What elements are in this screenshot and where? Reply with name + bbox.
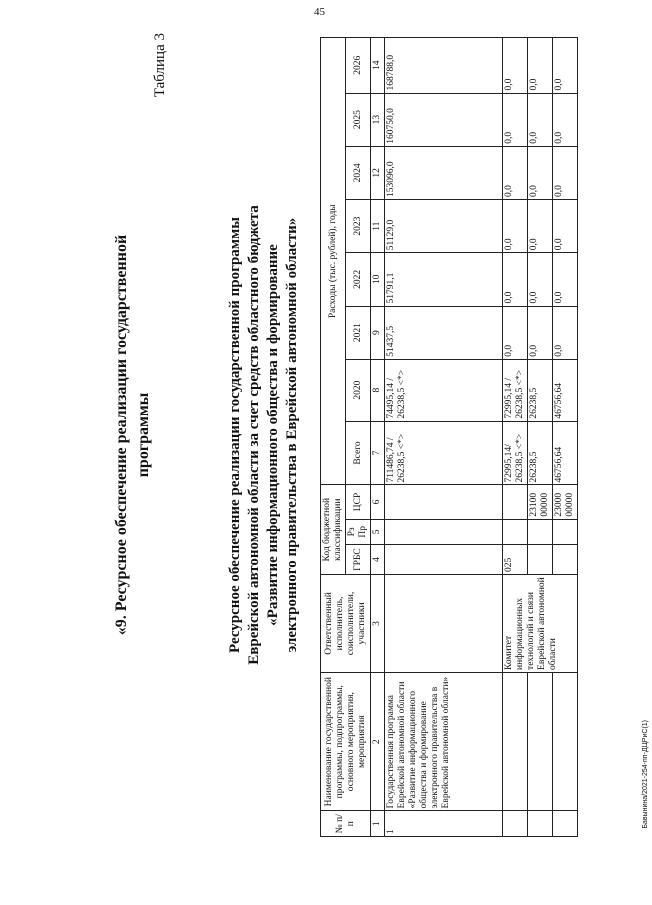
row-grbs	[528, 545, 553, 575]
row-value: 0,0	[503, 253, 528, 306]
row-total: 46756,64	[553, 421, 578, 485]
row-value: 0,0	[528, 253, 553, 306]
row-value: 0,0	[503, 146, 528, 199]
row-executor	[385, 574, 503, 672]
rotated-page-content	[52, 25, 652, 845]
row-executor: Комитет информационных технологий и связи Еврейской автономной области	[503, 574, 578, 672]
row-rzpr	[385, 519, 503, 545]
row-csr	[385, 485, 503, 519]
row-csr	[503, 485, 528, 519]
column-number-row	[371, 38, 385, 837]
col-number: 3	[371, 574, 385, 672]
header-budget-code: Код бюджетной классификации	[321, 485, 346, 574]
header-total: Всего	[346, 421, 371, 485]
row-value: 0,0	[553, 93, 578, 146]
row-value: 0,0	[553, 200, 578, 253]
col-number: 7	[371, 421, 385, 485]
table-title-line4: электронного правительства в Еврейской автономной области»	[284, 217, 300, 653]
header-row-1	[321, 38, 346, 837]
row-rzpr	[553, 519, 578, 545]
row-value: 72995,14 / 26238,5 <*>	[503, 359, 528, 421]
row-grbs	[385, 545, 503, 575]
header-year: 2021	[346, 306, 371, 359]
row-value: 0,0	[528, 306, 553, 359]
header-year: 2026	[346, 38, 371, 94]
col-number: 14	[371, 38, 385, 94]
header-expenses: Расходы (тыс. рублей), годы	[321, 38, 346, 485]
row-value: 0,0	[553, 146, 578, 199]
header-csr: ЦСР	[346, 485, 371, 519]
row-name	[528, 672, 553, 810]
col-number: 4	[371, 545, 385, 575]
header-year: 2020	[346, 359, 371, 421]
row-value: 0,0	[503, 200, 528, 253]
row-grbs: 025	[503, 545, 528, 575]
table-row	[553, 38, 578, 837]
header-grbs: ГРБС	[346, 545, 371, 575]
row-num	[553, 811, 578, 837]
col-number: 10	[371, 253, 385, 306]
row-value: 51437,5	[385, 306, 503, 359]
row-csr: 23100 00000	[528, 485, 553, 519]
row-value: 168788,0	[385, 38, 503, 94]
col-number: 11	[371, 200, 385, 253]
table-title-line3: «Развитие информационного общества и формирование	[265, 244, 281, 626]
section-title-line2: программы	[135, 392, 152, 478]
row-value: 0,0	[528, 200, 553, 253]
table-title-line2: Еврейской автономной области за счет средств областного бюджета	[246, 205, 262, 665]
col-number: 8	[371, 359, 385, 421]
row-value: 0,0	[528, 146, 553, 199]
row-name: Государственная программа Еврейской автономной области «Развитие информационного общества и формирование электронного правительства в Еврейской автономной области»	[385, 672, 503, 810]
footer-document-code: Бавынина/2021-254-пп-ДЦРиС(1)	[642, 720, 649, 829]
row-value: 51791,1	[385, 253, 503, 306]
row-value: 0,0	[553, 306, 578, 359]
row-value: 0,0	[553, 38, 578, 94]
row-value: 51129,0	[385, 200, 503, 253]
header-rzpr: Рз Пр	[346, 519, 371, 545]
col-number: 13	[371, 93, 385, 146]
row-value: 46756,64	[553, 359, 578, 421]
row-total: 72995,14/ 26238,5 <*>	[503, 421, 528, 485]
table-label: Таблица 3	[152, 33, 168, 98]
resource-table	[320, 37, 578, 837]
row-value: 153096,0	[385, 146, 503, 199]
col-number: 9	[371, 306, 385, 359]
row-rzpr	[503, 519, 528, 545]
header-num: № п/п	[321, 811, 371, 837]
row-num: 1	[385, 811, 503, 837]
header-name: Наименование государственной программы, подпрограммы, основного мероприятия, мероприятия	[321, 672, 371, 810]
section-title-line1: «9. Ресурсное обеспечение реализации государственной	[113, 234, 130, 636]
col-number: 12	[371, 146, 385, 199]
row-num	[503, 811, 528, 837]
row-value: 74495,14 / 26238,5 <*>	[385, 359, 503, 421]
header-executor: Ответственный исполнитель, соисполнители, участники	[321, 574, 371, 672]
col-number: 1	[371, 811, 385, 837]
row-value: 0,0	[528, 93, 553, 146]
col-number: 6	[371, 485, 385, 519]
row-total: 26238,5	[528, 421, 553, 485]
header-year: 2025	[346, 93, 371, 146]
row-num	[528, 811, 553, 837]
row-value: 0,0	[553, 253, 578, 306]
row-grbs	[553, 545, 578, 575]
header-year: 2022	[346, 253, 371, 306]
row-name	[553, 672, 578, 810]
page-number: 45	[314, 6, 325, 18]
row-value: 160750,0	[385, 93, 503, 146]
row-total: 711486,74 / 26238,5 <*>	[385, 421, 503, 485]
row-value: 26238,5	[528, 359, 553, 421]
col-number: 5	[371, 519, 385, 545]
row-value: 0,0	[503, 38, 528, 94]
header-year: 2023	[346, 200, 371, 253]
table-title-line1: Ресурсное обеспечение реализации государственной программы	[227, 217, 243, 653]
row-rzpr	[528, 519, 553, 545]
header-year: 2024	[346, 146, 371, 199]
table-row	[528, 38, 553, 837]
col-number: 2	[371, 672, 385, 810]
table-row	[503, 38, 528, 837]
row-value: 0,0	[528, 38, 553, 94]
row-csr: 23000 00000	[553, 485, 578, 519]
row-value: 0,0	[503, 93, 528, 146]
row-name	[503, 672, 528, 810]
row-value: 0,0	[503, 306, 528, 359]
table-row	[385, 38, 503, 837]
